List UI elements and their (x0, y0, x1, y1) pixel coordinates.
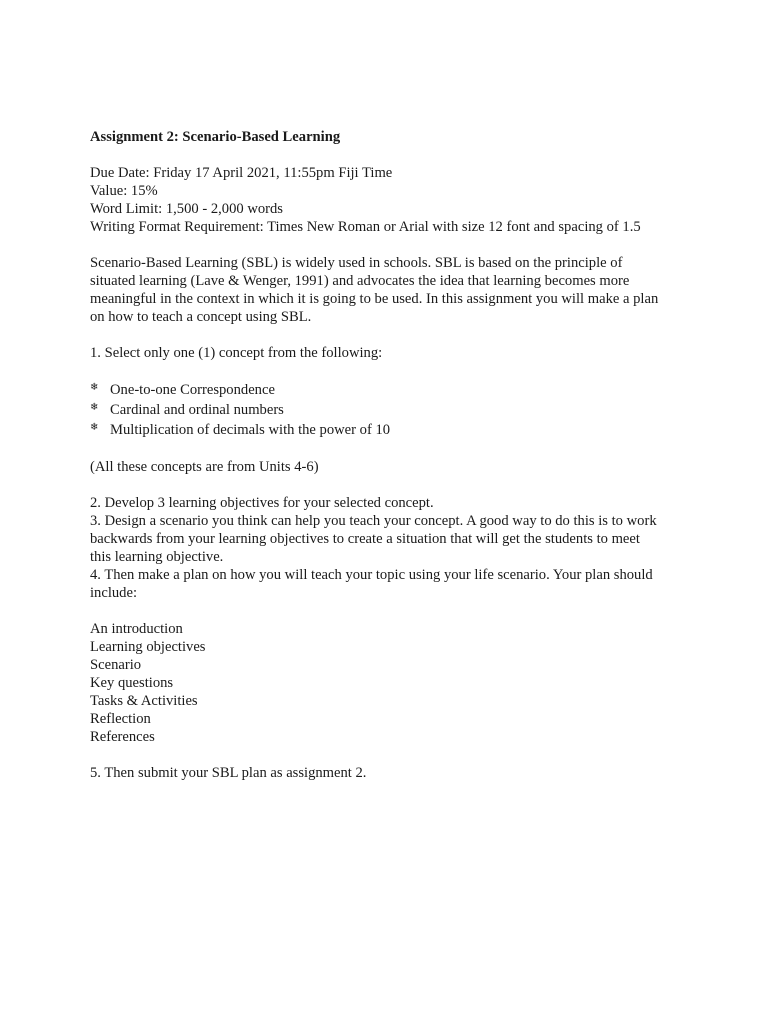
step-line: backwards from your learning objectives to create a situation that will get the students to meet (90, 531, 640, 547)
list-item: References (90, 729, 155, 745)
list-item (90, 380, 690, 400)
intro-line: Scenario-Based Learning (SBL) is widely used in schools. SBL is based on the principle of (90, 255, 623, 271)
intro-line: on how to teach a concept using SBL. (90, 309, 312, 325)
snowflake-bullet-icon: ❄ (90, 402, 99, 413)
step-line: this learning objective. (90, 549, 224, 565)
units-note-text: (All these concepts are from Units 4-6) (90, 459, 319, 475)
intro-paragraph (90, 254, 690, 326)
list-item: Learning objectives (90, 639, 206, 655)
step-line: 2. Develop 3 learning objectives for your selected concept. (90, 495, 434, 511)
list-item: Tasks & Activities (90, 693, 198, 709)
word-limit: Word Limit: 1,500 - 2,000 words (90, 201, 283, 217)
step-line: include: (90, 585, 138, 601)
step-5 (90, 764, 690, 782)
concept-label: Multiplication of decimals with the power of 10 (110, 422, 391, 438)
list-item: An introduction (90, 621, 183, 637)
list-item: Scenario (90, 657, 142, 673)
snowflake-bullet-icon: ❄ (90, 382, 99, 393)
writing-format-requirement: Writing Format Requirement: Times New Roman or Arial with size 12 font and spacing of 1.5 (90, 219, 641, 235)
steps-2-to-4 (90, 494, 690, 602)
list-item (90, 420, 690, 440)
document-title: Assignment 2: Scenario-Based Learning (90, 129, 341, 145)
intro-line: situated learning (Lave & Wenger, 1991) and advocates the idea that learning becomes more (90, 273, 630, 289)
plan-components (90, 620, 690, 746)
units-note (90, 458, 690, 476)
assignment-document (90, 128, 690, 800)
step-1-text: 1. Select only one (1) concept from the following: (90, 345, 383, 361)
due-date: Due Date: Friday 17 April 2021, 11:55pm Fiji Time (90, 165, 393, 181)
list-item (90, 400, 690, 420)
concept-label: Cardinal and ordinal numbers (110, 402, 284, 418)
list-item: Key questions (90, 675, 174, 691)
value: Value: 15% (90, 183, 158, 199)
step-5-text: 5. Then submit your SBL plan as assignment 2. (90, 765, 367, 781)
step-line: 3. Design a scenario you think can help you teach your concept. A good way to do this is to work (90, 513, 657, 529)
intro-line: meaningful in the context in which it is going to be used. In this assignment you will make a plan (90, 291, 659, 307)
list-item: Reflection (90, 711, 151, 727)
step-line: 4. Then make a plan on how you will teach your topic using your life scenario. Your plan should (90, 567, 653, 583)
concept-label: One-to-one Correspondence (110, 382, 275, 398)
step-1 (90, 344, 690, 362)
assignment-meta (90, 164, 690, 236)
concept-list (90, 380, 690, 440)
snowflake-bullet-icon: ❄ (90, 422, 99, 433)
